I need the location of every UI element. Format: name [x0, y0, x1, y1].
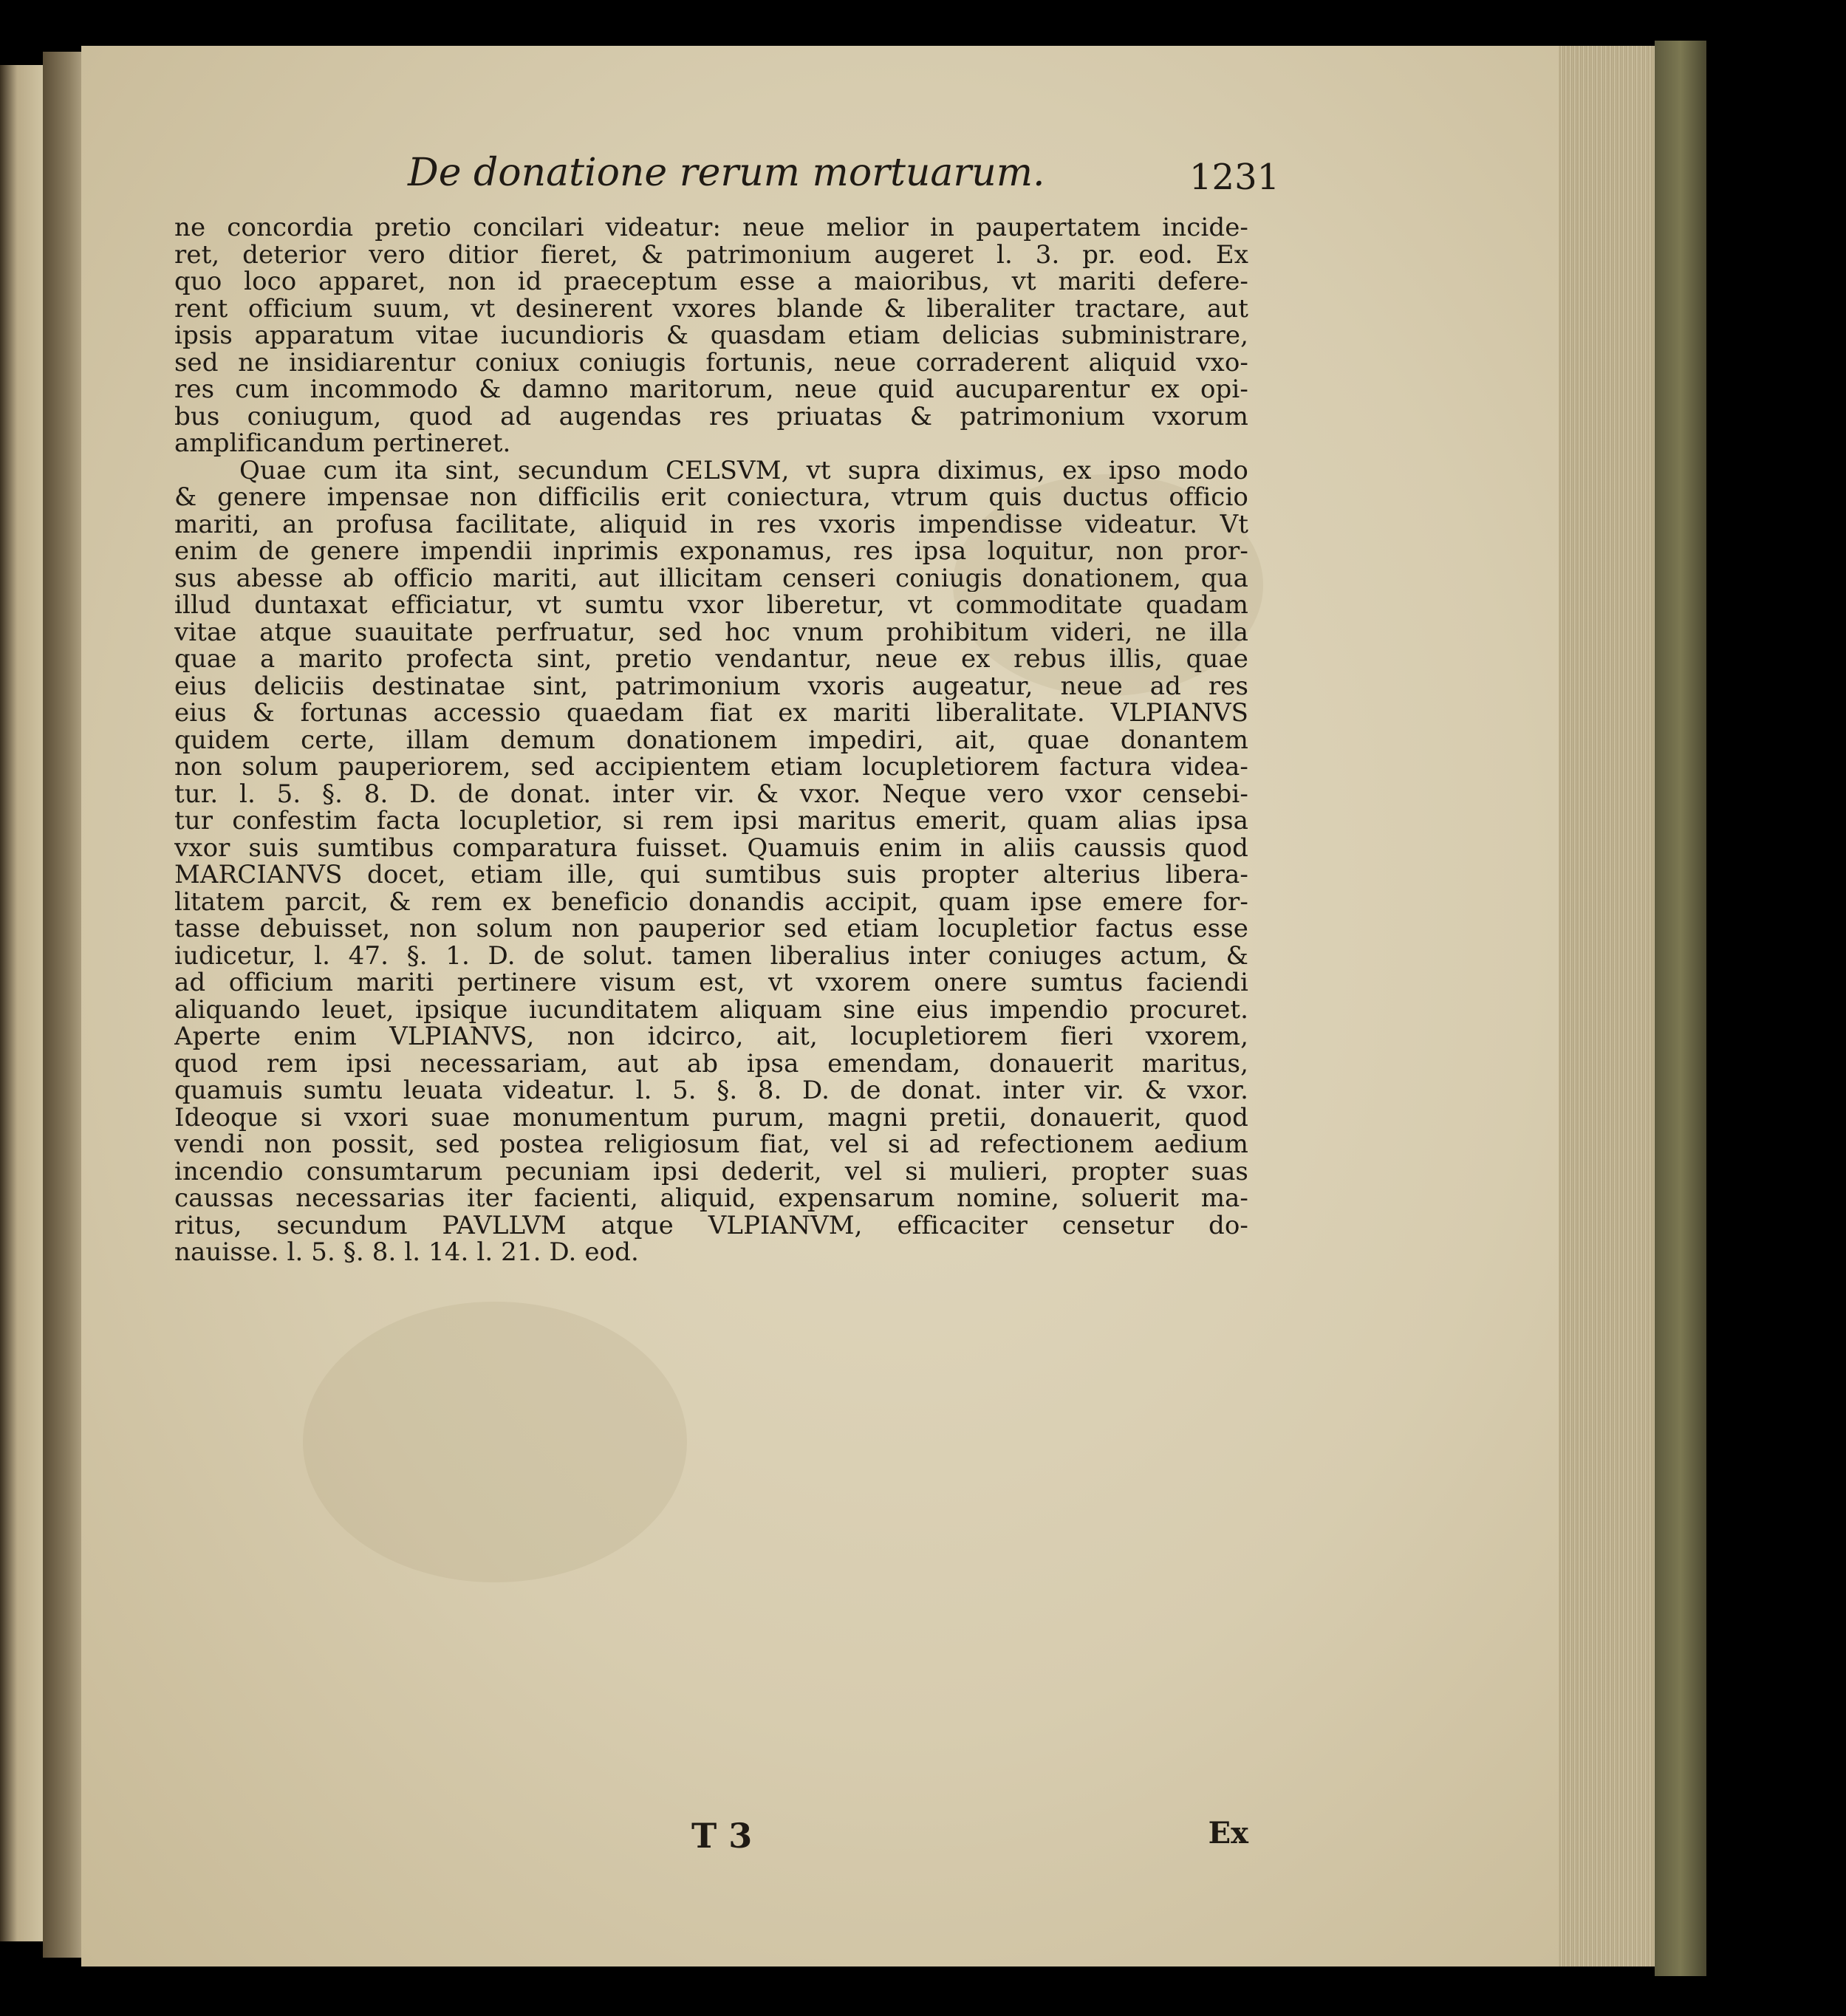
paper-stain [303, 1302, 687, 1582]
text-line: bus coniugum, quod ad augendas res priuatas & patrimonium vxorum [174, 403, 1248, 430]
text-line: & genere impensae non difficilis erit coniectura, vtrum quis ductus officio [174, 484, 1248, 511]
text-line: litatem parcit, & rem ex beneficio donandis accipit, quam ipse emere for- [174, 888, 1248, 915]
text-line: tasse debuisset, non solum non pauperior sed etiam locupletior factus esse [174, 915, 1248, 943]
text-line: iudicetur, l. 47. §. 1. D. de solut. tamen liberalius inter coniuges actum, & [174, 942, 1248, 969]
text-line: ipsis apparatum vitae iucundioris & quasdam etiam delicias subministrare, [174, 322, 1248, 349]
text-line-indent: Quae cum ita sint, secundum CELSVM, vt supra diximus, ex ipso modo [239, 457, 1248, 484]
text-line: caussas necessarias iter facienti, aliquid, expensarum nomine, soluerit ma- [174, 1185, 1248, 1212]
text-line: vitae atque suauitate perfruatur, sed hoc vnum prohibitum videri, ne illa [174, 618, 1248, 646]
text-line: sus abesse ab officio mariti, aut illicitam censeri coniugis donationem, qua [174, 564, 1248, 592]
text-line: Aperte enim VLPIANVS, non idcirco, ait, locupletiorem fieri vxorem, [174, 1023, 1248, 1050]
text-line: aliquando leuet, ipsique iucunditatem aliquam sine eius impendio procuret. [174, 996, 1248, 1023]
running-title: De donatione rerum mortuarum. [408, 151, 1045, 195]
text-line: illud duntaxat efficiatur, vt sumtu vxor liberetur, vt commoditate quadam [174, 592, 1248, 619]
text-line: ret, deterior vero ditior fieret, & patrimonium augeret l. 3. pr. eod. Ex [174, 241, 1248, 268]
text-line: mariti, an profusa facilitate, aliquid in res vxoris impendisse videatur. Vt [174, 510, 1248, 538]
text-line: tur confestim facta locupletior, si rem ipsi maritus emerit, quam alias ipsa [174, 807, 1248, 835]
text-line: quod rem ipsi necessariam, aut ab ipsa emendam, donauerit maritus, [174, 1050, 1248, 1077]
text-line: tur. l. 5. §. 8. D. de donat. inter vir. & vxor. Neque vero vxor censebi- [174, 780, 1248, 807]
text-line: incendio consumtarum pecuniam ipsi dederit, vel si mulieri, propter suas [174, 1158, 1248, 1185]
text-line: quae a marito profecta sint, pretio vendantur, neue ex rebus illis, quae [174, 646, 1248, 673]
text-line: quamuis sumtu leuata videatur. l. 5. §. 8. D. de donat. inter vir. & vxor. [174, 1077, 1248, 1104]
text-line: rent officium suum, vt desinerent vxores blande & liberaliter tractare, aut [174, 295, 1248, 322]
body-text [174, 214, 1248, 1266]
text-line: amplificandum pertineret. [174, 430, 511, 457]
text-line: non solum pauperiorem, sed accipientem etiam locupletiorem factura videa- [174, 754, 1248, 781]
book-cover-board [1655, 41, 1706, 1976]
book-gutter [43, 52, 87, 1958]
text-line: quidem certe, illam demum donationem impediri, ait, quae donantem [174, 726, 1248, 754]
catchword: Ex [1208, 1816, 1248, 1851]
text-line: enim de genere impendii inprimis exponamus, res ipsa loquitur, non pror- [174, 538, 1248, 565]
text-line: eius & fortunas accessio quaedam fiat ex mariti liberalitate. VLPIANVS [174, 700, 1248, 727]
page-number: 1231 [1189, 157, 1280, 198]
page-edges-stack [1559, 46, 1655, 1967]
left-page-edge [0, 65, 43, 1941]
text-line: quo loco apparet, non id praeceptum esse a maioribus, vt mariti defere- [174, 268, 1248, 295]
text-line: vendi non possit, sed postea religiosum fiat, vel si ad refectionem aedium [174, 1131, 1248, 1158]
text-line: ad officium mariti pertinere visum est, vt vxorem onere sumtus faciendi [174, 969, 1248, 997]
text-line: ritus, secundum PAVLLVM atque VLPIANVM, efficaciter censetur do- [174, 1212, 1248, 1239]
signature-mark: T 3 [691, 1816, 753, 1856]
text-line: nauisse. l. 5. §. 8. l. 14. l. 21. D. eod. [174, 1239, 639, 1266]
text-line: vxor suis sumtibus comparatura fuisset. Quamuis enim in aliis caussis quod [174, 834, 1248, 861]
page-footer [174, 1816, 1248, 1857]
text-line: Ideoque si vxori suae monumentum purum, magni pretii, donauerit, quod [174, 1104, 1248, 1131]
text-line: res cum incommodo & damno maritorum, neue quid aucuparentur ex opi- [174, 376, 1248, 403]
text-line: sed ne insidiarentur coniux coniugis fortunis, neue corraderent aliquid vxo- [174, 349, 1248, 376]
text-line: ne concordia pretio concilari videatur: neue melior in paupertatem incide- [174, 214, 1248, 242]
text-line: eius deliciis destinatae sint, patrimonium vxoris augeatur, neue ad res [174, 672, 1248, 700]
text-line: MARCIANVS docet, etiam ille, qui sumtibus suis propter alterius libera- [174, 861, 1248, 889]
